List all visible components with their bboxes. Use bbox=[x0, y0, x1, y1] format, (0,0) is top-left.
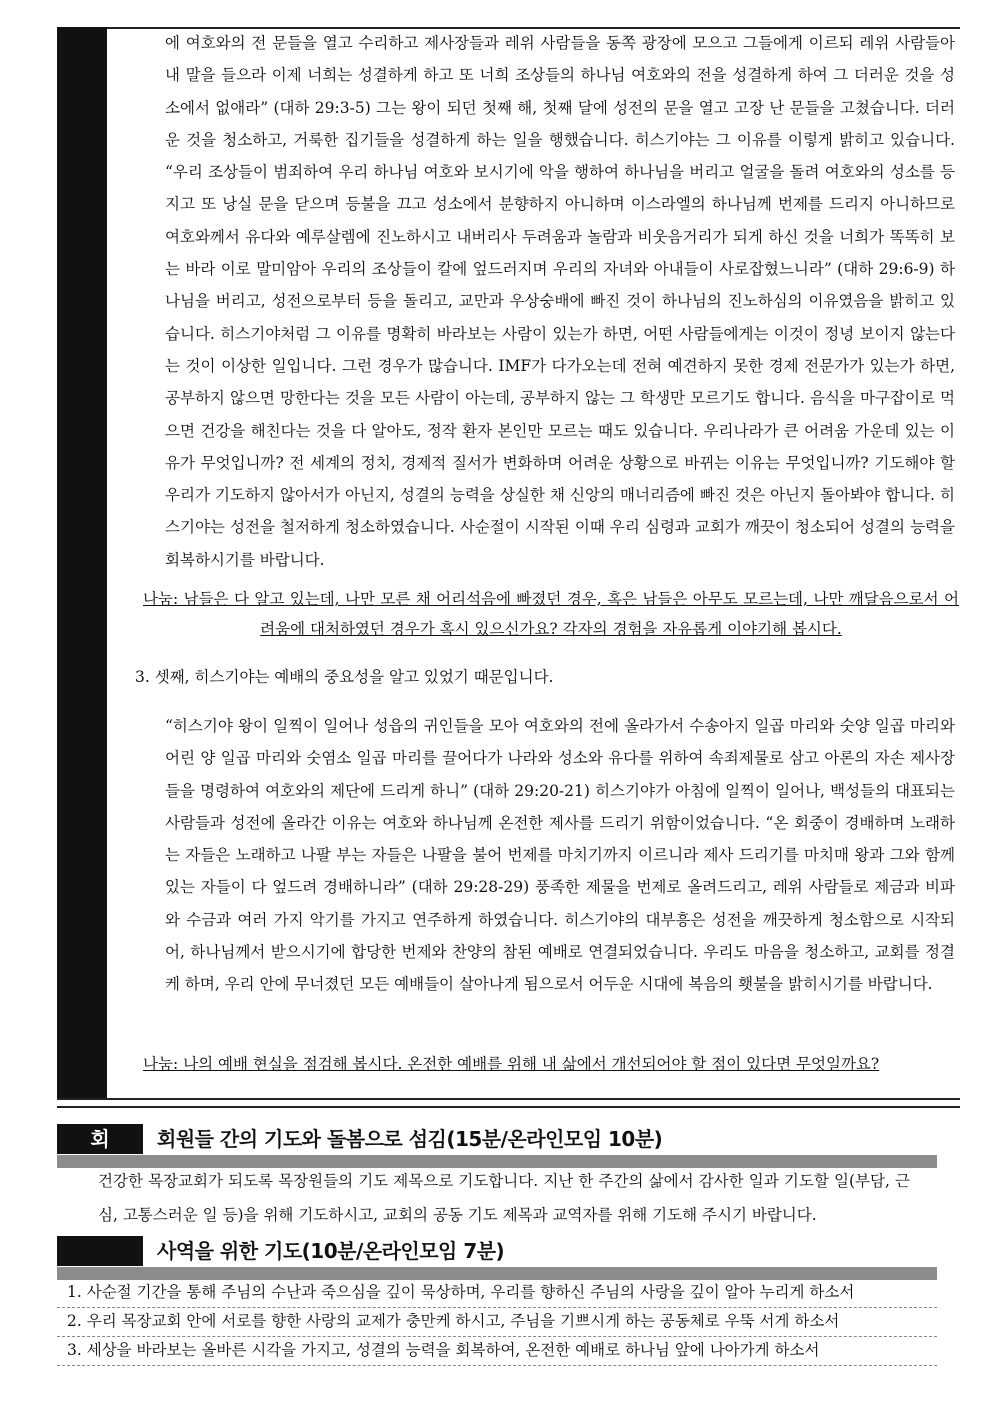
section-side-bar bbox=[57, 27, 107, 1098]
prayer-list bbox=[57, 1279, 937, 1366]
sermon-paragraph-2: “히스기야 왕이 일찍이 일어나 성읍의 귀인들을 모아 여호와의 전에 올라가서 수송아지 일곱 마리와 숫양 일곱 마리와 어린 양 일곱 마리와 숫염소 일곱 마리를 끌어다가 나라와 성소와 유다를 위하여 속죄제물로 삼고 아론의 자손 제사장들을 명령하여 여호와의 제단에 드리게 하니” (대하 29:20-21) 히스기야가 아침에 일찍이 일어나, 백성들의 대표되는 사람들과 성전에 올라간 이유는 여호와 하나님께 온전한 제사를 드리기 위함이었습니다. “온 회중이 경배하며 노래하는 자들은 노래하고 나팔 부는 자들은 나팔을 불어 번제를 마치기까지 이르니라 제사 드리기를 마치매 왕과 그와 함께 있는 자들이 다 엎드려 경배하니라” (대하 29:28-29) 풍족한 제물을 번제로 올려드리고, 레위 사람들로 제금과 비파와 수금과 여러 가지 악기를 가지고 연주하게 하였습니다. 히스기야의 대부흥은 성전을 깨끗하게 청소함으로 시작되어, 하나님께서 받으시기에 합당한 번제와 찬양의 참된 예배로 연결되었습니다. 우리도 마음을 청소하고, 교회를 정결케 하며, 우리 안에 무너졌던 모든 예배들이 살아나게 됨으로서 어두운 시대에 복음의 횃불을 밝히시기를 바랍니다. bbox=[165, 717, 955, 994]
fellowship-section-text: 건강한 목장교회가 되도록 목장원들의 기도 제목으로 기도합니다. 지난 한 주간의 삶에서 감사한 일과 기도할 일(부담, 근심, 고통스러운 일 등)을 위해 기도하시고, 교회의 공동 기도 제목과 교역자를 위해 기도해 주시기 바랍니다. bbox=[98, 1172, 910, 1224]
divider-rule bbox=[57, 1106, 960, 1108]
sharing-question-2: 나눔: 나의 예배 현실을 점검해 봅시다. 온전한 예배를 위해 내 삶에서 개선되어야 할 점이 있다면 무엇일까요? bbox=[143, 1055, 880, 1073]
sharing-question-1: 나눔: 남들은 다 알고 있는데, 나만 모른 채 어리석음에 빠졌던 경우, 혹은 남들은 아무도 모르는데, 나만 깨달음으로서 어려움에 대처하였던 경우가 혹시 있으신가요? 각자의 경험을 자유롭게 이야기해 봅시다. bbox=[143, 590, 959, 638]
prayer-item: 2. 우리 목장교회 안에 서로를 향한 사랑의 교제가 충만케 하시고, 주님을 기쁘시게 하는 공동체로 우뚝 서게 하소서 bbox=[57, 1308, 937, 1337]
section-title: 회원들 간의 기도와 돌봄으로 섬김(15분/온라인모임 10분) bbox=[157, 1127, 663, 1151]
section-tag bbox=[57, 1236, 143, 1266]
prayer-item: 3. 세상을 바라보는 올바른 시각을 가지고, 성결의 능력을 회복하여, 온전한 예배로 하나님 앞에 나아가게 하소서 bbox=[57, 1337, 937, 1366]
sermon-paragraph-1: 에 여호와의 전 문들을 열고 수리하고 제사장들과 레위 사람들을 동쪽 광장에 모으고 그들에게 이르되 레위 사람들아 내 말을 들으라 이제 너희는 성결하게 하고 또 너희 조상들의 하나님 여호와의 전을 성결하게 하여 그 더러운 것을 성소에서 없애라” (대하 29:3-5) 그는 왕이 되던 첫째 해, 첫째 달에 성전의 문을 열고 고장 난 문들을 고쳤습니다. 더러운 것을 청소하고, 거룩한 집기들을 성결하게 하는 일을 행했습니다. 히스기야는 그 이유를 이렇게 밝히고 있습니다. “우리 조상들이 범죄하여 우리 하나님 여호와 보시기에 악을 행하여 하나님을 버리고 얼굴을 돌려 여호와의 성소를 등지고 또 낭실 문을 닫으며 등불을 끄고 성소에서 분향하지 아니하며 이스라엘의 하나님께 번제를 드리지 아니하므로 여호와께서 유다와 예루살렘에 진노하시고 내버리사 두려움과 놀람과 비웃음거리가 되게 하신 것을 너희가 똑똑히 보는 바라 이로 말미암아 우리의 조상들이 칼에 엎드러지며 우리의 자녀와 아내들이 사로잡혔느니라” (대하 29:6-9) 하나님을 버리고, 성전으로부터 등을 돌리고, 교만과 우상숭배에 빠진 것이 하나님의 진노하심의 이유였음을 밝히고 있습니다. 히스기야처럼 그 이유를 명확히 바라보는 사람이 있는가 하면, 어떤 사람들에게는 이것이 정녕 보이지 않는다는 것이 이상한 일입니다. 그런 경우가 많습니다. IMF가 다가오는데 전혀 예견하지 못한 경제 전문가가 있는가 하면, 공부하지 않으면 망한다는 것을 모든 사람이 아는데, 공부하지 않는 그 학생만 모르기도 합니다. 음식을 마구잡이로 먹으면 건강을 해친다는 것을 다 알아도, 정작 환자 본인만 모르는 때도 있습니다. 우리나라가 큰 어려움 가운데 있는 이유가 무엇입니까? 전 세계의 정치, 경제적 질서가 변화하며 어려운 상황으로 바뀌는 이유는 무엇입니까? 기도해야 할 우리가 기도하지 않아서가 아닌지, 성결의 능력을 상실한 채 신앙의 매너리즘에 빠진 것은 아닌지 돌아봐야 합니다. 히스기야는 성전을 철저하게 청소하였습니다. 사순절이 시작된 이때 우리 심령과 교회가 깨끗이 청소되어 성결의 능력을 회복하시기를 바랍니다. bbox=[165, 34, 955, 569]
section-title: 사역을 위한 기도(10분/온라인모임 7분) bbox=[157, 1239, 505, 1263]
sermon-body bbox=[107, 27, 960, 1098]
divider-rule bbox=[57, 1098, 960, 1100]
section-tag: 회 bbox=[57, 1124, 143, 1154]
prayer-item: 1. 사순절 기간을 통해 주님의 수난과 죽으심을 깊이 묵상하며, 우리를 향하신 주님의 사랑을 깊이 알아 누리게 하소서 bbox=[57, 1279, 937, 1308]
sermon-point-3: 3. 셋째, 히스기야는 예배의 중요성을 알고 있었기 때문입니다. bbox=[135, 668, 554, 686]
